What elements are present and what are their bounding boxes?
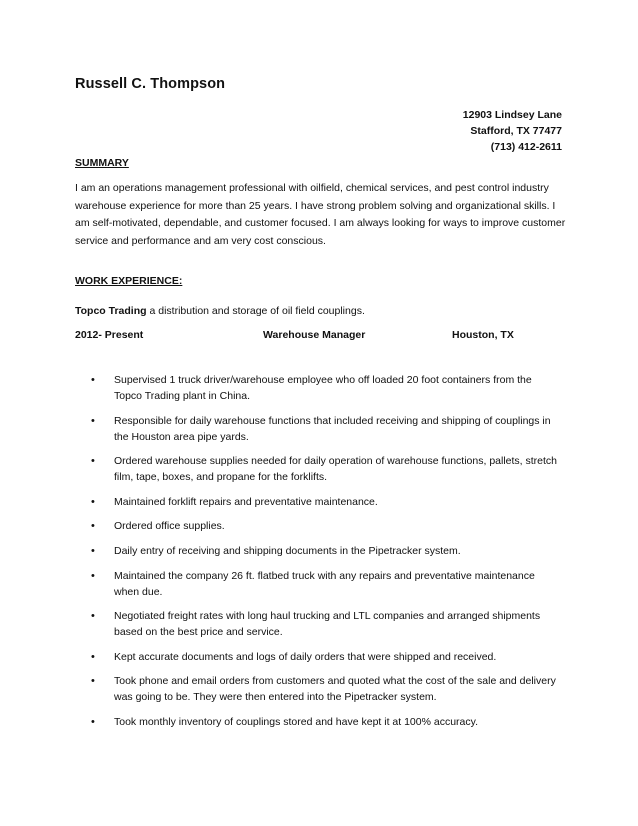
address-line-2: Stafford, TX 77477 — [470, 125, 562, 137]
job-title: Warehouse Manager — [263, 329, 366, 341]
summary-paragraph: I am an operations management professional with oilfield, chemical services, and pest control industry warehouse experience for more than 25 years. I have strong problem solving and organizational skills. I am self-motivated, dependable, and customer focused. I am always looking for ways to improve customer service and performance and am very cost conscious. — [75, 182, 566, 247]
bullet-icon: • — [91, 520, 95, 533]
list-item-text: Kept accurate documents and logs of daily orders that were shipped and received. — [114, 650, 497, 663]
address-line-1: 12903 Lindsey Lane — [462, 109, 562, 121]
list-item — [0, 568, 562, 600]
job-dates: 2012- Present — [75, 329, 144, 341]
job-header-row — [75, 329, 555, 345]
responsibilities-list — [0, 372, 638, 739]
list-item — [0, 649, 562, 665]
list-item-text: Daily entry of receiving and shipping documents in the Pipetracker system. — [114, 544, 461, 557]
bullet-icon: • — [91, 675, 95, 688]
summary-heading: SUMMARY — [75, 157, 129, 169]
bullet-icon: • — [91, 414, 95, 427]
phone-number: (713) 412-2611 — [490, 141, 562, 153]
bullet-icon: • — [91, 715, 95, 728]
list-item-text: Negotiated freight rates with long haul trucking and LTL companies and arranged shipments based on the best price and service. — [114, 610, 541, 639]
list-item — [0, 372, 562, 404]
contact-block — [463, 107, 562, 155]
list-item — [0, 453, 562, 485]
job-location: Houston, TX — [452, 329, 514, 341]
list-item-text: Took monthly inventory of couplings stored and have kept it at 100% accuracy. — [114, 715, 479, 728]
company-description: a distribution and storage of oil field couplings. — [146, 305, 365, 317]
bullet-icon: • — [91, 374, 95, 386]
list-item — [0, 608, 562, 640]
bullet-icon: • — [91, 569, 95, 582]
list-item-text: Ordered warehouse supplies needed for daily operation of warehouse functions, pallets, stretch film, tape, boxes, and propane for the forklifts. — [114, 455, 558, 484]
bullet-icon: • — [91, 650, 95, 663]
candidate-name: Russell C. Thompson — [75, 76, 226, 92]
list-item — [0, 714, 562, 730]
list-item-text: Maintained forklift repairs and preventative maintenance. — [114, 495, 378, 508]
list-item-text: Maintained the company 26 ft. flatbed truck with any repairs and preventative maintenance when due. — [114, 569, 535, 598]
list-item — [0, 673, 562, 705]
company-name: Topco Trading — [75, 305, 147, 317]
company-line — [75, 305, 365, 317]
bullet-icon: • — [91, 495, 95, 508]
list-item — [0, 543, 562, 559]
list-item-text: Ordered office supplies. — [114, 520, 225, 533]
list-item-text: Supervised 1 truck driver/warehouse employee who off loaded 20 foot containers from the Topco Trading plant in China. — [114, 374, 532, 402]
bullet-icon: • — [91, 544, 95, 557]
bullet-icon: • — [91, 455, 95, 468]
bullet-icon: • — [91, 610, 95, 623]
list-item-text: Took phone and email orders from customers and quoted what the cost of the sale and delivery was going to be. They were then entered into the Pipetracker system. — [114, 675, 556, 704]
list-item — [0, 494, 562, 510]
list-item — [0, 518, 562, 534]
list-item — [0, 413, 562, 445]
list-item-text: Responsible for daily warehouse functions that included receiving and shipping of couplings in the Houston area pipe yards. — [114, 414, 551, 443]
work-experience-heading: WORK EXPERIENCE: — [75, 275, 183, 287]
